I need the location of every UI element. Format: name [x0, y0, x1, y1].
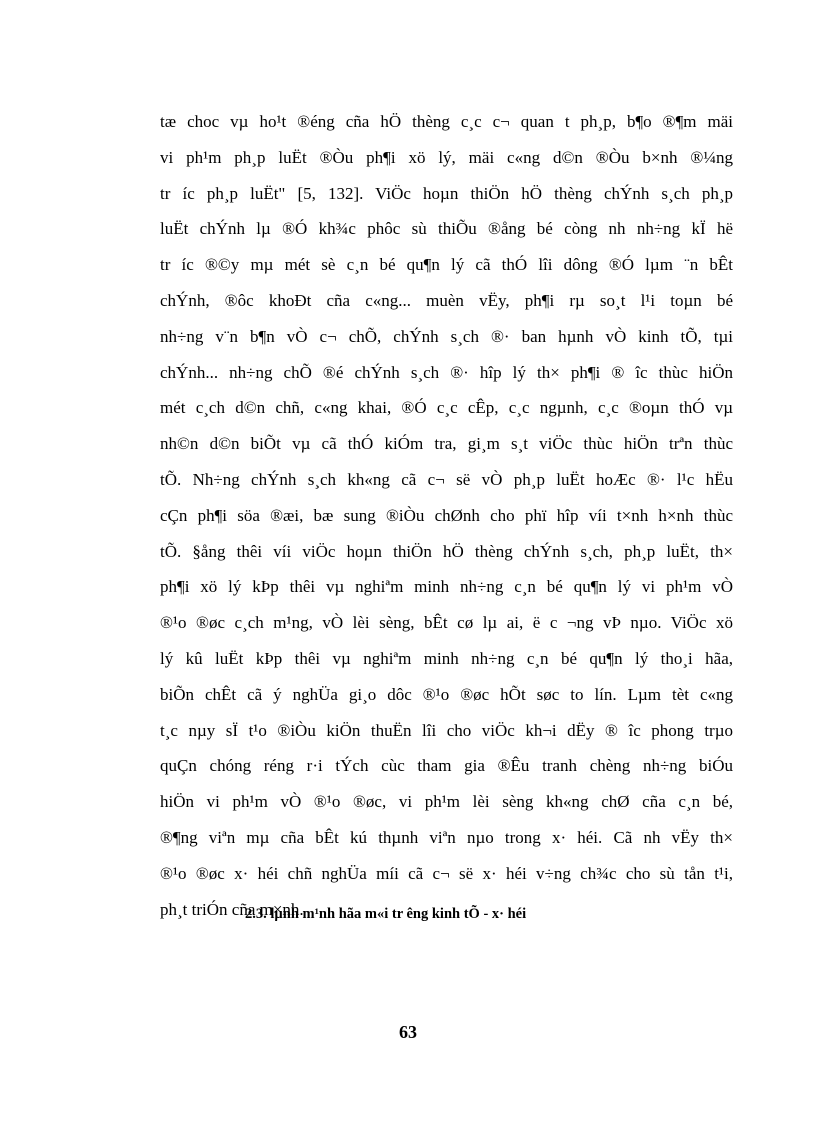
section-heading: 2.3. lµnh m¹nh hãa m«i tr êng kinh tÕ - x· héi: [245, 906, 527, 922]
paragraph-line: ®¹o ®øc c¸ch m¹ng, vÒ lèi sèng, bÊt cø lµ ai, ë c ¬ng vÞ nµo. ViÖc xö: [160, 613, 733, 633]
paragraph-line: quÇn chóng réng r·i tÝch cùc tham gia ®Êu tranh chèng nh÷ng biÓu: [160, 756, 733, 776]
paragraph-line: tÕ. Nh÷ng chÝnh s¸ch kh«ng cã c¬ së vÒ ph¸p luËt hoÆc ®· l¹c hËu: [160, 469, 733, 489]
paragraph-line: ph¸t triÓn cña m×nh.: [160, 899, 304, 919]
paragraph-line: ®¶ng viªn mµ cña bÊt kú thµnh viªn nµo trong x· héi. Cã nh vËy th×: [160, 827, 733, 847]
body-paragraph: [160, 104, 733, 927]
paragraph-line: tr íc ®©y mµ mét sè c¸n bé qu¶n lý cã thÓ lîi dông ®Ó lµm ¨n bÊt: [160, 255, 733, 275]
paragraph-line: ph¶i xö lý kÞp thêi vµ nghiªm minh nh÷ng c¸n bé qu¶n lý vi ph¹m vÒ: [160, 577, 733, 597]
paragraph-line: biÕn chÊt cã ý nghÜa gi¸o dôc ®¹o ®øc hÕt søc to lín. Lµm tèt c«ng: [160, 684, 733, 704]
page-number: 63: [399, 1022, 417, 1042]
paragraph-line: chÝnh... nh÷ng chÕ ®é chÝnh s¸ch ®· hîp lý th× ph¶i ® îc thùc hiÖn: [160, 362, 733, 382]
paragraph-line: hiÖn vi ph¹m vÒ ®¹o ®øc, vi ph¹m lèi sèng kh«ng chØ cña c¸n bé,: [160, 792, 733, 812]
paragraph-line: luËt chÝnh lµ ®Ó kh¾c phôc sù thiÕu ®ång bé còng nh nh÷ng kÏ hë: [160, 219, 733, 239]
paragraph-line: nh©n d©n biÕt vµ cã thÓ kiÓm tra, gi¸m s¸t viÖc thùc hiÖn trªn thùc: [160, 434, 733, 454]
paragraph-line: ®¹o ®øc x· héi chñ nghÜa míi cã c¬ së x· héi v÷ng ch¾c cho sù tån t¹i,: [160, 863, 733, 883]
paragraph-line: tÕ. §ång thêi víi viÖc hoµn thiÖn hÖ thèng chÝnh s¸ch, ph¸p luËt, th×: [160, 541, 733, 561]
paragraph-line: mét c¸ch d©n chñ, c«ng khai, ®Ó c¸c cÊp, c¸c ngµnh, c¸c ®oµn thÓ vµ: [160, 398, 733, 418]
paragraph-line: chÝnh, ®ôc khoÐt cña c«ng... muèn vËy, ph¶i rµ so¸t l¹i toµn bé: [160, 290, 733, 310]
paragraph-line: tr íc ph¸p luËt" [5, 132]. ViÖc hoµn thiÖn hÖ thèng chÝnh s¸ch ph¸p: [160, 183, 733, 203]
paragraph-line: vi ph¹m ph¸p luËt ®Òu ph¶i xö lý, mäi c«ng d©n ®Òu b×nh ®¼ng: [160, 147, 733, 167]
paragraph-line: cÇn ph¶i söa ®æi, bæ sung ®iÒu chØnh cho phï hîp víi t×nh h×nh thùc: [160, 505, 733, 525]
paragraph-line: tæ choc vµ ho¹t ®éng cña hÖ thèng c¸c c¬ quan t ph¸p, b¶o ®¶m mäi: [160, 112, 733, 131]
paragraph-line: nh÷ng v¨n b¶n vÒ c¬ chÕ, chÝnh s¸ch ®· ban hµnh vÒ kinh tÕ, tµi: [160, 326, 733, 346]
paragraph-line: lý kû luËt kÞp thêi vµ nghiªm minh nh÷ng c¸n bé qu¶n lý tho¸i hãa,: [160, 648, 733, 668]
paragraph-line: t¸c nµy sÏ t¹o ®iÒu kiÖn thuËn lîi cho viÖc kh¬i dËy ® îc phong trµo: [160, 720, 733, 740]
